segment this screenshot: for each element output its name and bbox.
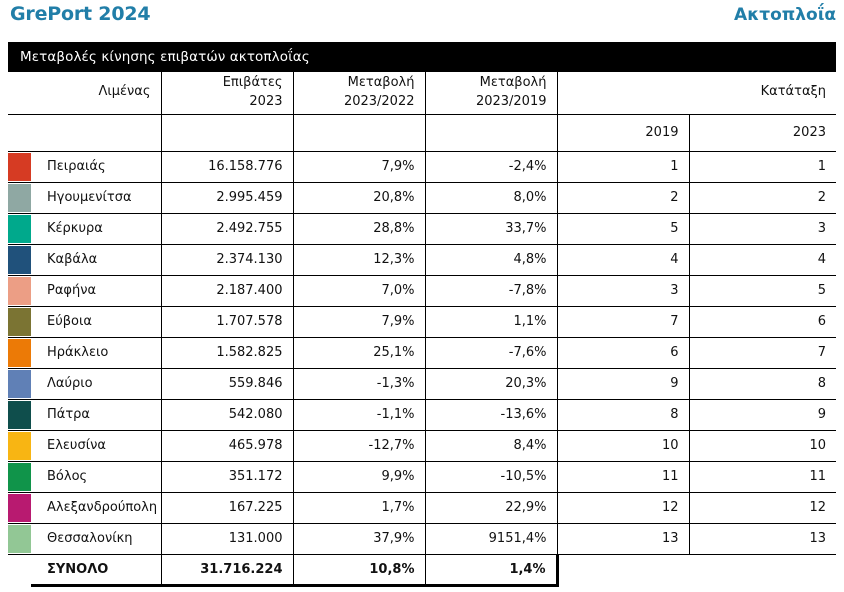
change-2023-2019-cell: -7,8% xyxy=(425,275,557,306)
port-color-swatch xyxy=(8,151,31,182)
passengers-cell: 559.846 xyxy=(161,368,293,399)
change-2023-2022-cell: 12,3% xyxy=(293,244,425,275)
rank-2019-cell: 1 xyxy=(557,151,689,182)
rank-2019-cell: 10 xyxy=(557,430,689,461)
port-name-cell: Εύβοια xyxy=(31,306,161,337)
port-name-cell: Κέρκυρα xyxy=(31,213,161,244)
rank-2019-cell: 12 xyxy=(557,492,689,523)
change-2023-2019-cell: 1,1% xyxy=(425,306,557,337)
section-title: Ακτοπλοΐα xyxy=(734,5,836,25)
report-title: GrePort 2024 xyxy=(10,3,151,25)
change-2023-2019-cell: 9151,4% xyxy=(425,523,557,554)
change-2023-2022-cell: 7,9% xyxy=(293,151,425,182)
change-2023-2022-cell: -1,3% xyxy=(293,368,425,399)
total-rank-spacer xyxy=(689,554,836,585)
table-row xyxy=(8,213,836,244)
passengers-cell: 16.158.776 xyxy=(161,151,293,182)
change-2023-2019-cell: 22,9% xyxy=(425,492,557,523)
port-name-cell: Ραφήνα xyxy=(31,275,161,306)
column-header-change-2023-2022: Μεταβολή 2023/2022 xyxy=(293,72,425,114)
rank-2023-cell: 12 xyxy=(689,492,836,523)
change-2023-2019-cell: 4,8% xyxy=(425,244,557,275)
rank-2023-cell: 10 xyxy=(689,430,836,461)
change-2023-2022-cell: 1,7% xyxy=(293,492,425,523)
rank-2023-cell: 9 xyxy=(689,399,836,430)
port-name-cell: Ελευσίνα xyxy=(31,430,161,461)
change-2023-2022-cell: -12,7% xyxy=(293,430,425,461)
table-row xyxy=(8,275,836,306)
passengers-cell: 465.978 xyxy=(161,430,293,461)
change-2023-2019-cell: -2,4% xyxy=(425,151,557,182)
total-passengers-cell: 31.716.224 xyxy=(161,554,293,585)
rank-2019-cell: 6 xyxy=(557,337,689,368)
change-2023-2022-cell: 7,9% xyxy=(293,306,425,337)
port-name-cell: Πειραιάς xyxy=(31,151,161,182)
change-2023-2022-cell: 7,0% xyxy=(293,275,425,306)
port-color-swatch xyxy=(8,244,31,275)
passengers-cell: 2.492.755 xyxy=(161,213,293,244)
rank-2023-cell: 11 xyxy=(689,461,836,492)
passengers-cell: 2.995.459 xyxy=(161,182,293,213)
table-row xyxy=(8,182,836,213)
port-color-swatch xyxy=(8,337,31,368)
rank-2023-cell: 6 xyxy=(689,306,836,337)
port-name-cell: Βόλος xyxy=(31,461,161,492)
port-color-swatch xyxy=(8,368,31,399)
table-row xyxy=(8,399,836,430)
total-row xyxy=(8,554,836,585)
passenger-traffic-table-block xyxy=(8,42,836,587)
column-header-ranking: Κατάταξη xyxy=(557,72,836,114)
table-row xyxy=(8,461,836,492)
header-spacer xyxy=(8,114,161,151)
rank-2023-cell: 5 xyxy=(689,275,836,306)
rank-2023-cell: 8 xyxy=(689,368,836,399)
passengers-cell: 1.707.578 xyxy=(161,306,293,337)
port-name-cell: Ηράκλειο xyxy=(31,337,161,368)
header-row-1 xyxy=(8,72,836,114)
passengers-cell: 167.225 xyxy=(161,492,293,523)
port-color-swatch xyxy=(8,182,31,213)
rank-2019-cell: 11 xyxy=(557,461,689,492)
page-header xyxy=(10,3,836,25)
change-2023-2019-cell: 8,0% xyxy=(425,182,557,213)
passengers-cell: 131.000 xyxy=(161,523,293,554)
change-2023-2019-cell: -7,6% xyxy=(425,337,557,368)
table-row xyxy=(8,151,836,182)
passengers-cell: 351.172 xyxy=(161,461,293,492)
rank-2023-cell: 1 xyxy=(689,151,836,182)
table-title: Μεταβολές κίνησης επιβατών ακτοπλοΐας xyxy=(20,49,310,65)
port-color-swatch xyxy=(8,399,31,430)
column-header-rank-2019: 2019 xyxy=(557,114,689,151)
change-2023-2019-cell: 20,3% xyxy=(425,368,557,399)
total-swatch-spacer xyxy=(8,554,31,585)
port-color-swatch xyxy=(8,275,31,306)
port-color-swatch xyxy=(8,461,31,492)
rank-2023-cell: 3 xyxy=(689,213,836,244)
rank-2019-cell: 13 xyxy=(557,523,689,554)
header-row-2 xyxy=(8,114,836,151)
rank-2023-cell: 4 xyxy=(689,244,836,275)
rank-2019-cell: 2 xyxy=(557,182,689,213)
port-name-cell: Λαύριο xyxy=(31,368,161,399)
port-color-swatch xyxy=(8,430,31,461)
port-name-cell: Πάτρα xyxy=(31,399,161,430)
change-2023-2019-cell: 33,7% xyxy=(425,213,557,244)
rank-2023-cell: 7 xyxy=(689,337,836,368)
change-2023-2022-cell: 9,9% xyxy=(293,461,425,492)
change-2023-2019-cell: -13,6% xyxy=(425,399,557,430)
change-2023-2019-cell: -10,5% xyxy=(425,461,557,492)
table-row xyxy=(8,337,836,368)
port-color-swatch xyxy=(8,492,31,523)
table-row xyxy=(8,430,836,461)
table-row xyxy=(8,523,836,554)
rank-2019-cell: 7 xyxy=(557,306,689,337)
rank-2019-cell: 3 xyxy=(557,275,689,306)
total-change-2023-2022-cell: 10,8% xyxy=(293,554,425,585)
change-2023-2022-cell: 25,1% xyxy=(293,337,425,368)
table-row xyxy=(8,368,836,399)
change-2023-2022-cell: 37,9% xyxy=(293,523,425,554)
rank-2019-cell: 8 xyxy=(557,399,689,430)
passengers-cell: 1.582.825 xyxy=(161,337,293,368)
rank-2019-cell: 4 xyxy=(557,244,689,275)
header-spacer xyxy=(161,114,293,151)
change-2023-2022-cell: 20,8% xyxy=(293,182,425,213)
table-title-bar xyxy=(8,42,836,72)
column-header-rank-2023: 2023 xyxy=(689,114,836,151)
port-name-cell: Καβάλα xyxy=(31,244,161,275)
port-color-swatch xyxy=(8,213,31,244)
port-color-swatch xyxy=(8,306,31,337)
total-change-2023-2019-cell: 1,4% xyxy=(425,554,557,585)
rank-2023-cell: 2 xyxy=(689,182,836,213)
table-row xyxy=(8,244,836,275)
change-2023-2022-cell: -1,1% xyxy=(293,399,425,430)
rank-2019-cell: 5 xyxy=(557,213,689,244)
port-name-cell: Θεσσαλονίκη xyxy=(31,523,161,554)
total-rank-spacer xyxy=(557,554,689,585)
header-spacer xyxy=(293,114,425,151)
header-spacer xyxy=(425,114,557,151)
rank-2019-cell: 9 xyxy=(557,368,689,399)
change-2023-2022-cell: 28,8% xyxy=(293,213,425,244)
rank-2023-cell: 13 xyxy=(689,523,836,554)
passenger-traffic-table xyxy=(8,72,836,587)
column-header-change-2023-2019: Μεταβολή 2023/2019 xyxy=(425,72,557,114)
table-row xyxy=(8,306,836,337)
table-row xyxy=(8,492,836,523)
port-name-cell: Αλεξανδρούπολη xyxy=(31,492,161,523)
passengers-cell: 2.187.400 xyxy=(161,275,293,306)
change-2023-2019-cell: 8,4% xyxy=(425,430,557,461)
total-label-cell: ΣΥΝΟΛΟ xyxy=(31,554,161,585)
port-color-swatch xyxy=(8,523,31,554)
passengers-cell: 542.080 xyxy=(161,399,293,430)
column-header-port: Λιμένας xyxy=(8,72,161,114)
port-name-cell: Ηγουμενίτσα xyxy=(31,182,161,213)
column-header-passengers: Επιβάτες 2023 xyxy=(161,72,293,114)
passengers-cell: 2.374.130 xyxy=(161,244,293,275)
